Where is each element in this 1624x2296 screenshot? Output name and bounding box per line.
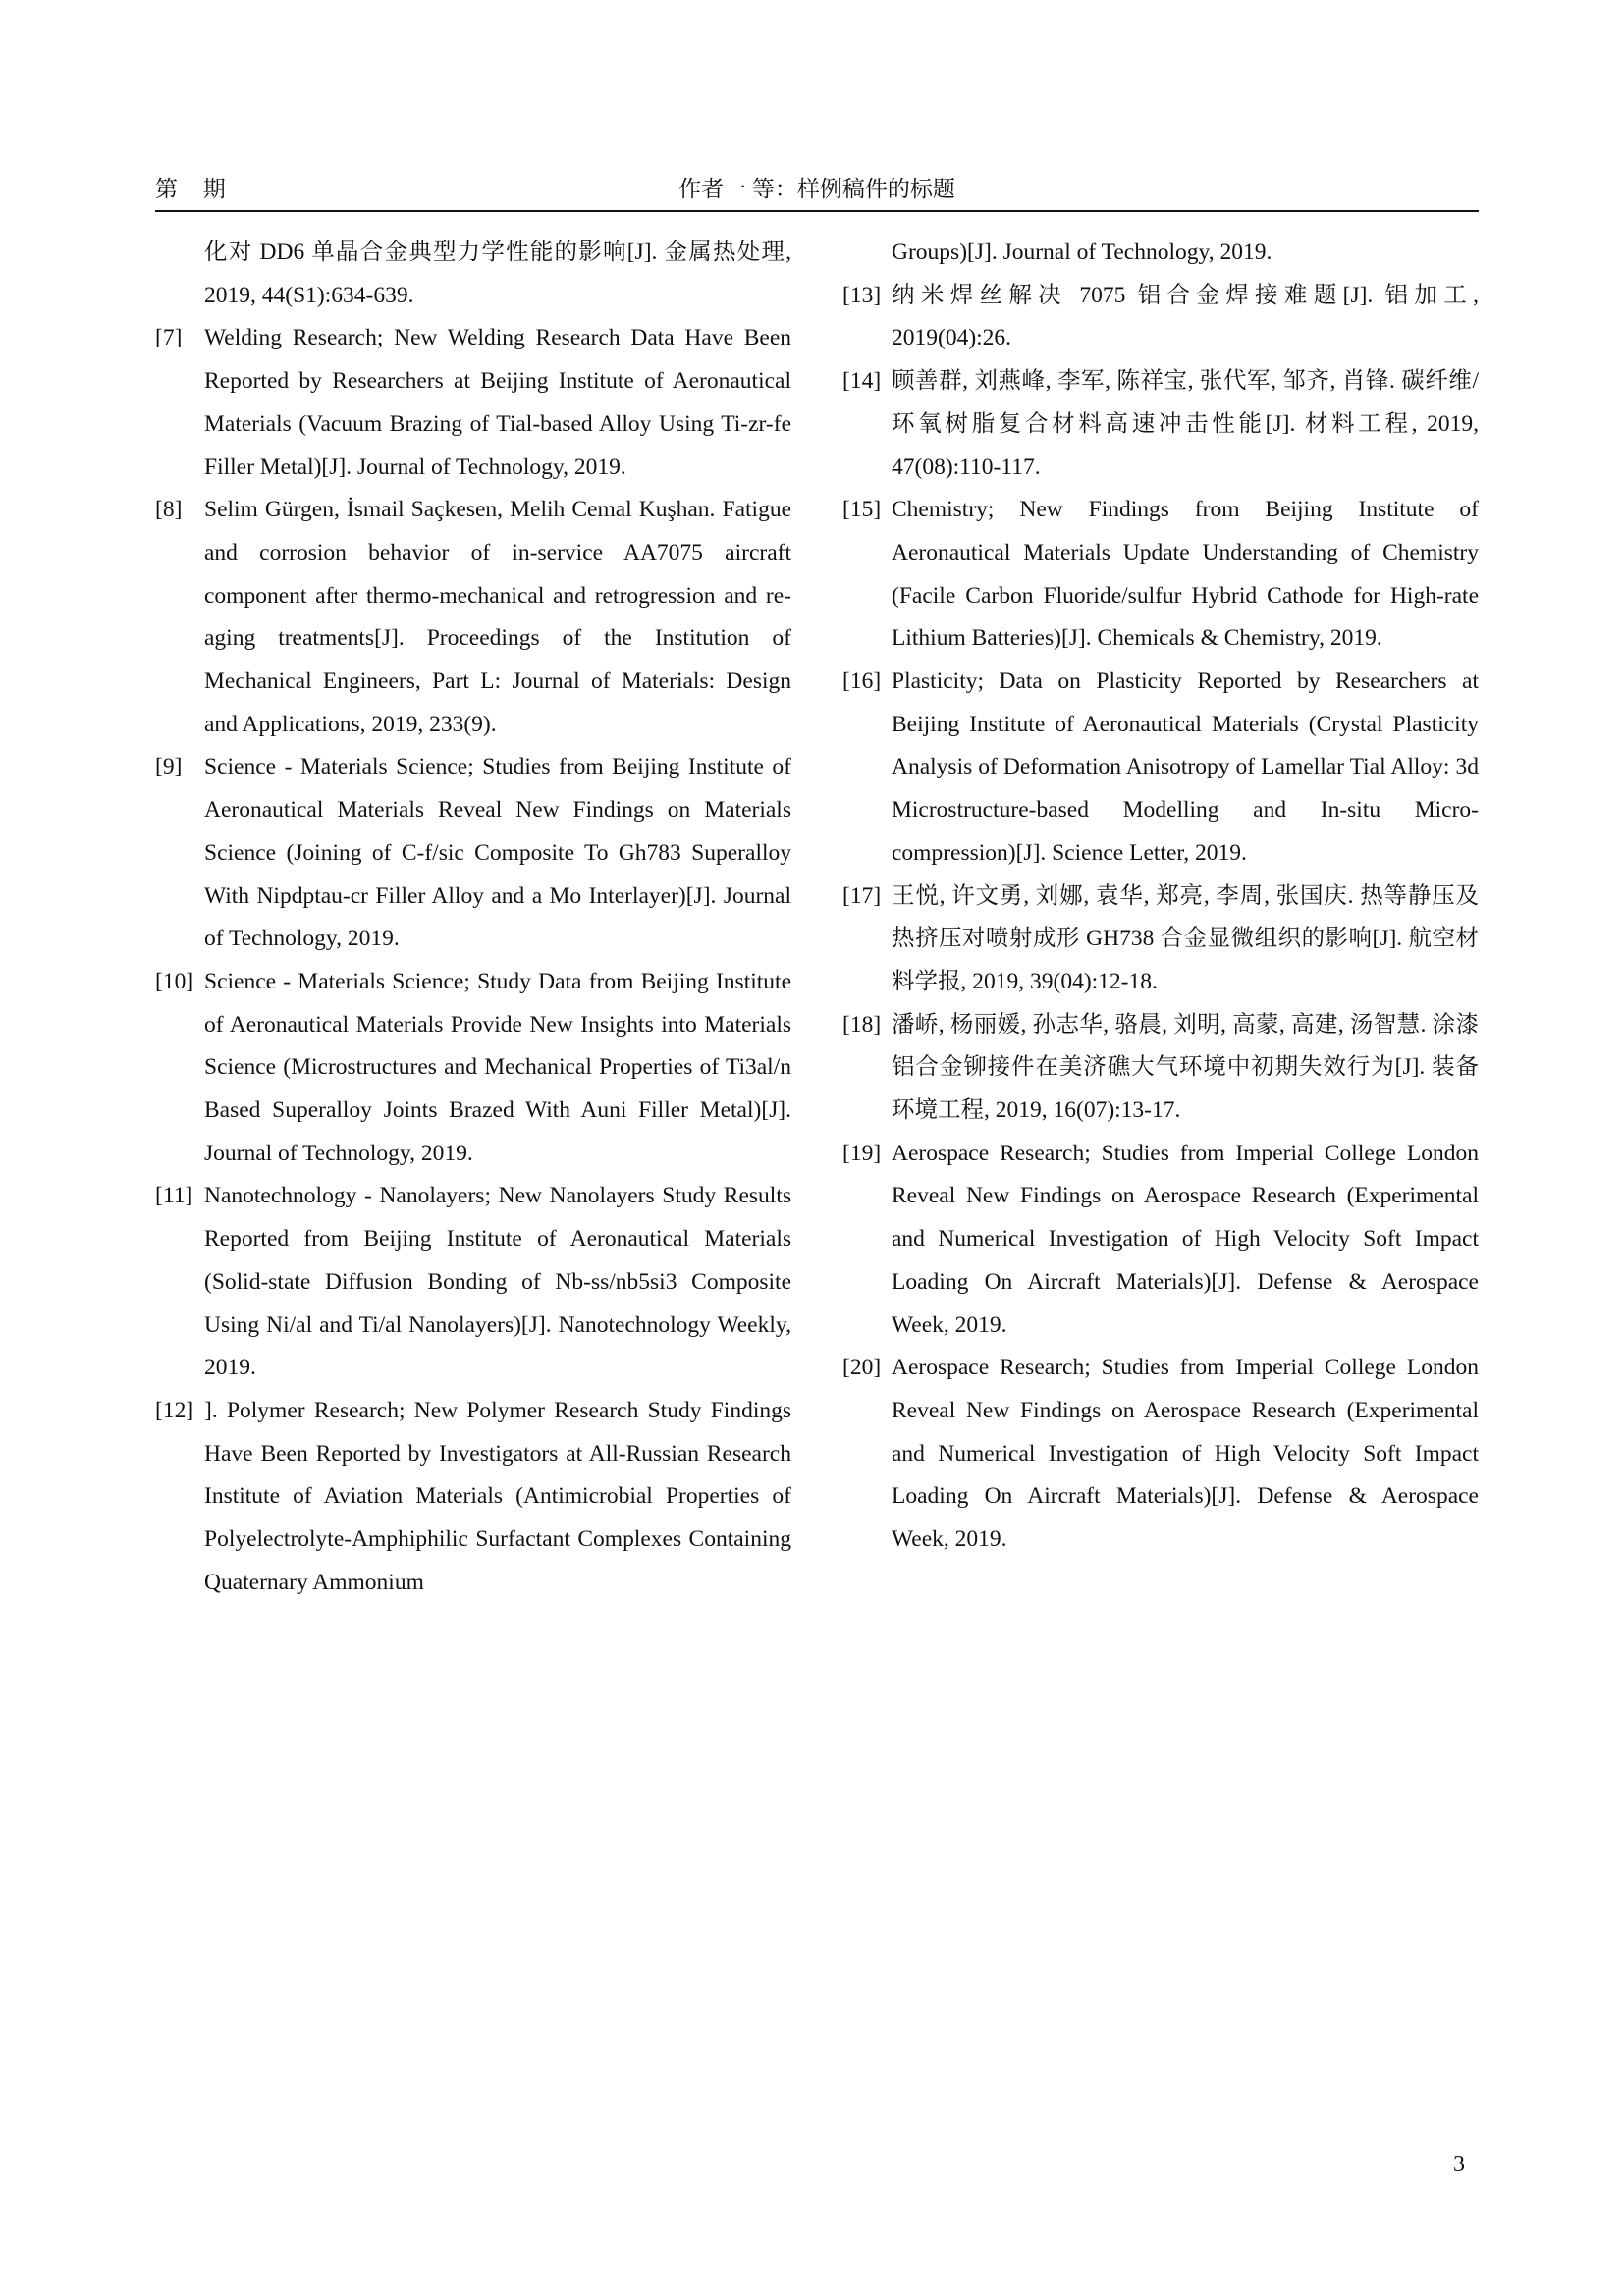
reference-text: 潘峤, 杨丽媛, 孙志华, 骆晨, 刘明, 高蒙, 高建, 汤智慧. 涂漆铝合金铆接件在美济礁大气环境中初期失效行为[J]. 装备环境工程, 2019, 16(07):13-17. xyxy=(892,1011,1479,1124)
running-title: 作者一 等：样例稿件的标题 xyxy=(678,177,955,201)
reference-number: [8] xyxy=(155,497,183,523)
reference-item xyxy=(842,876,1479,1004)
reference-item xyxy=(155,317,791,489)
page-number: 3 xyxy=(1453,2152,1465,2177)
reference-item xyxy=(842,1133,1479,1348)
reference-item xyxy=(155,1390,791,1605)
reference-text: 顾善群, 刘燕峰, 李军, 陈祥宝, 张代军, 邹齐, 肖锋. 碳纤维/环氧树脂复合材料高速冲击性能[J]. 材料工程, 2019, 47(08):110-117. xyxy=(892,368,1479,480)
reference-text: Chemistry; New Findings from Beijing Institute of Aeronautical Materials Update Understanding of Chemistry (Facile Carbon Fluoride/sulfur Hybrid Cathode for High-rate Lithium Batteries)[J]. Chemicals & Chemistry, 2019. xyxy=(892,497,1479,652)
reference-text: Aerospace Research; Studies from Imperial College London Reveal New Findings on Aerospace Research (Experimental and Numerical Investigation of High Velocity Soft Impact Loading On Aircraft Materials)[J]. Defense & Aerospace Week, 2019. xyxy=(892,1140,1479,1338)
issue-label: 第 期 xyxy=(155,177,236,201)
reference-number: [11] xyxy=(155,1183,193,1209)
reference-number: [14] xyxy=(842,368,882,395)
reference-continuation: Groups)[J]. Journal of Technology, 2019. xyxy=(892,240,1272,265)
reference-number: [7] xyxy=(155,325,183,351)
reference-number: [15] xyxy=(842,497,882,523)
reference-item xyxy=(842,489,1479,661)
reference-text: Plasticity; Data on Plasticity Reported by Researchers at Beijing Institute of Aeronautical Materials (Crystal Plasticity Analysis of Deformation Anisotropy of Lamellar Tial Alloy: 3d Microstructure-based Modelling and In-situ Micro-compression)[J]. Science Letter, 2019. xyxy=(892,668,1479,866)
running-header xyxy=(155,171,1479,212)
reference-item xyxy=(155,1175,791,1390)
reference-number: [18] xyxy=(842,1011,882,1038)
reference-item xyxy=(842,275,1479,360)
reference-number: [20] xyxy=(842,1355,882,1381)
reference-number: [10] xyxy=(155,968,194,994)
reference-text: 纳米焊丝解决 7075 铝合金焊接难题[J]. 铝加工, 2019(04):26. xyxy=(892,282,1479,351)
reference-item xyxy=(155,746,791,961)
reference-number: [16] xyxy=(842,668,882,695)
reference-item xyxy=(155,489,791,746)
reference-text: Nanotechnology - Nanolayers; New Nanolayers Study Results Reported from Beijing Institute of Aeronautical Materials (Solid-state Diffusion Bonding of Nb-ss/nb5si3 Composite Using Ni/al and Ti/al Nanolayers)[J]. Nanotechnology Weekly, 2019. xyxy=(204,1183,791,1381)
reference-text: Science - Materials Science; Studies from Beijing Institute of Aeronautical Materials Reveal New Findings on Materials Science (Joining of C-f/sic Composite To Gh783 Superalloy With Nipdptau-cr Filler Alloy and a Mo Interlayer)[J]. Journal of Technology, 2019. xyxy=(204,754,791,952)
reference-item xyxy=(842,360,1479,489)
reference-number: [19] xyxy=(842,1140,882,1166)
reference-number: [9] xyxy=(155,754,183,780)
reference-item xyxy=(155,961,791,1176)
reference-item xyxy=(842,1347,1479,1562)
reference-number: [13] xyxy=(842,282,882,308)
reference-text: Selim Gürgen, İsmail Saçkesen, Melih Cemal Kuşhan. Fatigue and corrosion behavior of in-service AA7075 aircraft component after thermo-mechanical and retrogression and re-aging treatments[J]. Proceedings of the Institution of Mechanical Engineers, Part L: Journal of Materials: Design and Applications, 2019, 233(9). xyxy=(204,497,791,737)
reference-item xyxy=(842,661,1479,876)
reference-text: 王悦, 许文勇, 刘娜, 袁华, 郑亮, 李周, 张国庆. 热等静压及热挤压对喷射成形 GH738 合金显微组织的影响[J]. 航空材料学报, 2019, 39(04):12-18. xyxy=(892,882,1479,994)
reference-number: [17] xyxy=(842,882,882,909)
reference-text: Aerospace Research; Studies from Imperial College London Reveal New Findings on Aerospace Research (Experimental and Numerical Investigation of High Velocity Soft Impact Loading On Aircraft Materials)[J]. Defense & Aerospace Week, 2019. xyxy=(892,1355,1479,1553)
reference-text: Science - Materials Science; Study Data from Beijing Institute of Aeronautical Materials Provide New Insights into Materials Science (Microstructures and Mechanical Properties of Ti3al/n Based Superalloy Joints Brazed With Auni Filler Metal)[J]. Journal of Technology, 2019. xyxy=(204,968,791,1166)
reference-text: Welding Research; New Welding Research Data Have Been Reported by Researchers at Beijing Institute of Aeronautical Materials (Vacuum Brazing of Tial-based Alloy Using Ti-zr-fe Filler Metal)[J]. Journal of Technology, 2019. xyxy=(204,325,791,480)
reference-number: [12] xyxy=(155,1397,194,1423)
reference-item xyxy=(842,1004,1479,1133)
right-column xyxy=(842,232,1479,1562)
reference-continuation: 化对 DD6 单晶合金典型力学性能的影响[J]. 金属热处理, 2019, 44(S1):634-639. xyxy=(204,240,791,308)
reference-text: ]. Polymer Research; New Polymer Research Study Findings Have Been Reported by Investigators at All-Russian Research Institute of Aviation Materials (Antimicrobial Properties of Polyelectrolyte-Amphiphilic Surfactant Complexes Containing Quaternary Ammonium xyxy=(204,1397,791,1595)
left-column xyxy=(155,232,791,1605)
